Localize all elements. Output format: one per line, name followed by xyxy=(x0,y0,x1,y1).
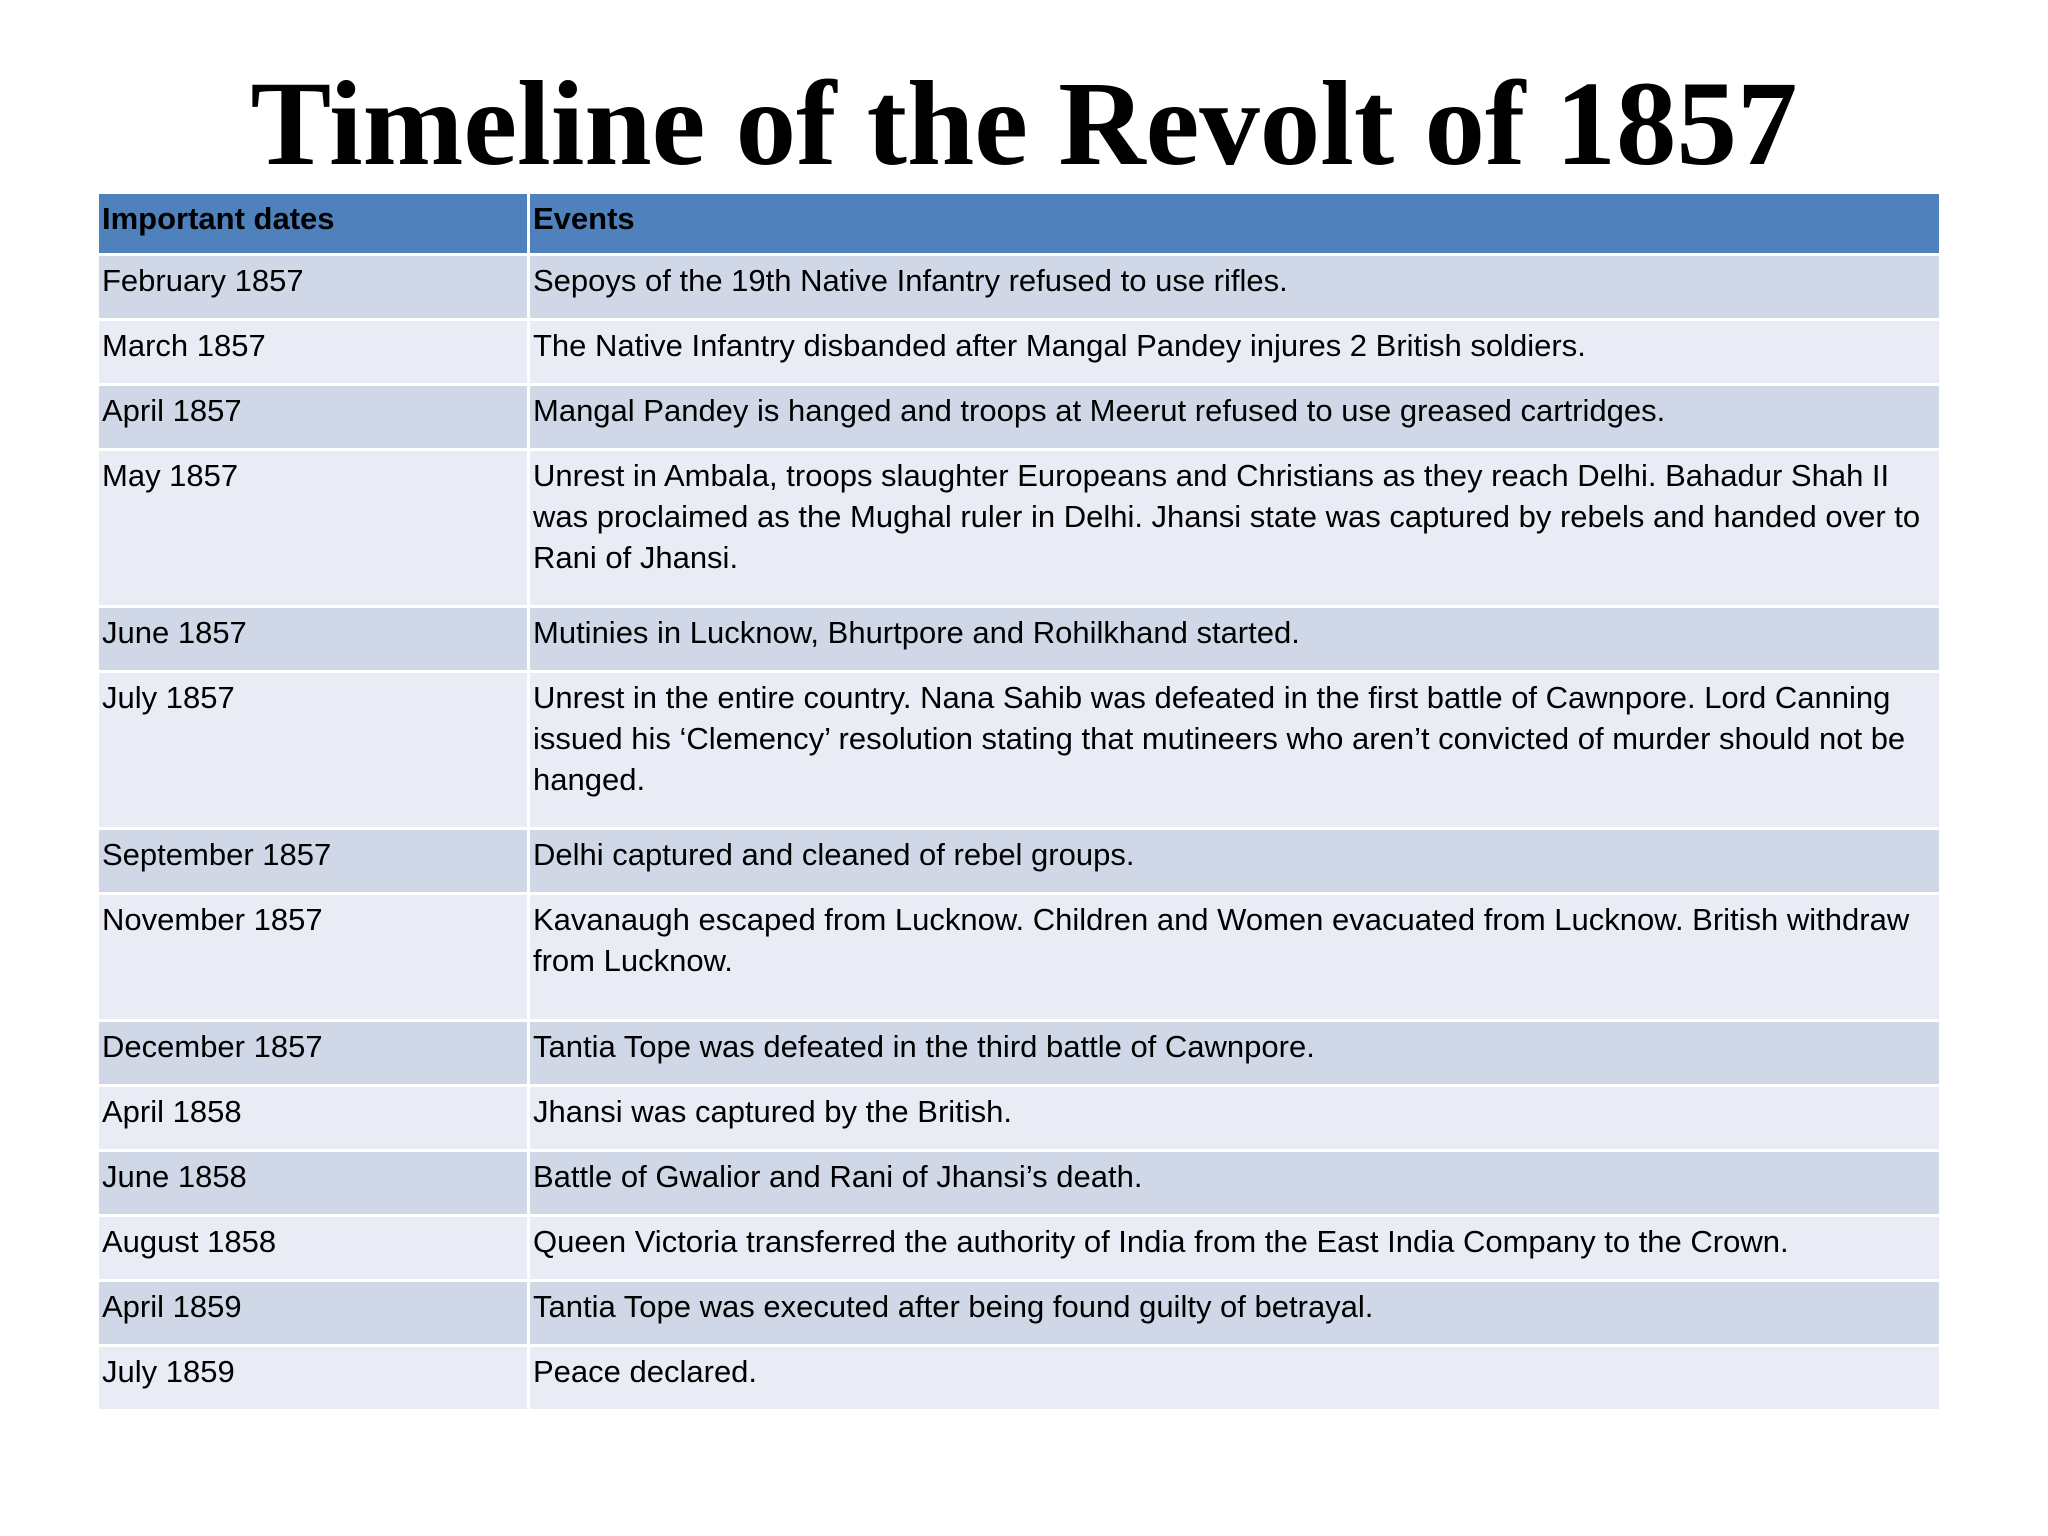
event-cell: Queen Victoria transferred the authority of India from the East India Company to the Crown. xyxy=(529,1216,1941,1281)
date-cell: April 1859 xyxy=(98,1281,529,1346)
date-cell: February 1857 xyxy=(98,255,529,320)
event-cell: Sepoys of the 19th Native Infantry refused to use rifles. xyxy=(529,255,1941,320)
table-row xyxy=(98,1216,1941,1281)
date-cell: May 1857 xyxy=(98,450,529,607)
table-header-row xyxy=(98,193,1941,255)
date-cell: November 1857 xyxy=(98,894,529,1021)
date-cell: July 1857 xyxy=(98,672,529,829)
table-row xyxy=(98,894,1941,1021)
slide-title: Timeline of the Revolt of 1857 xyxy=(250,57,1798,191)
table-row xyxy=(98,607,1941,672)
date-cell: April 1857 xyxy=(98,385,529,450)
event-cell: Tantia Tope was executed after being found guilty of betrayal. xyxy=(529,1281,1941,1346)
event-cell: Delhi captured and cleaned of rebel groups. xyxy=(529,829,1941,894)
timeline-table xyxy=(96,191,1942,1412)
date-cell: June 1858 xyxy=(98,1151,529,1216)
table-row xyxy=(98,450,1941,607)
date-cell: July 1859 xyxy=(98,1346,529,1411)
table-row xyxy=(98,1086,1941,1151)
event-cell: Jhansi was captured by the British. xyxy=(529,1086,1941,1151)
date-cell: September 1857 xyxy=(98,829,529,894)
date-cell: April 1858 xyxy=(98,1086,529,1151)
table-row xyxy=(98,255,1941,320)
event-cell: Battle of Gwalior and Rani of Jhansi’s death. xyxy=(529,1151,1941,1216)
date-cell: March 1857 xyxy=(98,320,529,385)
table-row xyxy=(98,320,1941,385)
table-row xyxy=(98,1346,1941,1411)
table-row xyxy=(98,829,1941,894)
date-cell: August 1858 xyxy=(98,1216,529,1281)
date-cell: December 1857 xyxy=(98,1021,529,1086)
event-cell: Unrest in the entire country. Nana Sahib was defeated in the first battle of Cawnpore. Lord Canning issued his ‘Clemency’ resolution stating that mutineers who aren’t convicted of murder should not be hanged. xyxy=(529,672,1941,829)
header-events: Events xyxy=(529,193,1941,255)
event-cell: Tantia Tope was defeated in the third battle of Cawnpore. xyxy=(529,1021,1941,1086)
header-important-dates: Important dates xyxy=(98,193,529,255)
table-row xyxy=(98,1021,1941,1086)
event-cell: Peace declared. xyxy=(529,1346,1941,1411)
date-cell: June 1857 xyxy=(98,607,529,672)
event-cell: Mutinies in Lucknow, Bhurtpore and Rohilkhand started. xyxy=(529,607,1941,672)
event-cell: Unrest in Ambala, troops slaughter Europeans and Christians as they reach Delhi. Bahadur Shah II was proclaimed as the Mughal ruler in Delhi. Jhansi state was captured by rebels and handed over to Rani of Jhansi. xyxy=(529,450,1941,607)
table-row xyxy=(98,1281,1941,1346)
event-cell: Kavanaugh escaped from Lucknow. Children and Women evacuated from Lucknow. British withdraw from Lucknow. xyxy=(529,894,1941,1021)
table-row xyxy=(98,672,1941,829)
table-row xyxy=(98,1151,1941,1216)
event-cell: Mangal Pandey is hanged and troops at Meerut refused to use greased cartridges. xyxy=(529,385,1941,450)
event-cell: The Native Infantry disbanded after Mangal Pandey injures 2 British soldiers. xyxy=(529,320,1941,385)
table-row xyxy=(98,385,1941,450)
